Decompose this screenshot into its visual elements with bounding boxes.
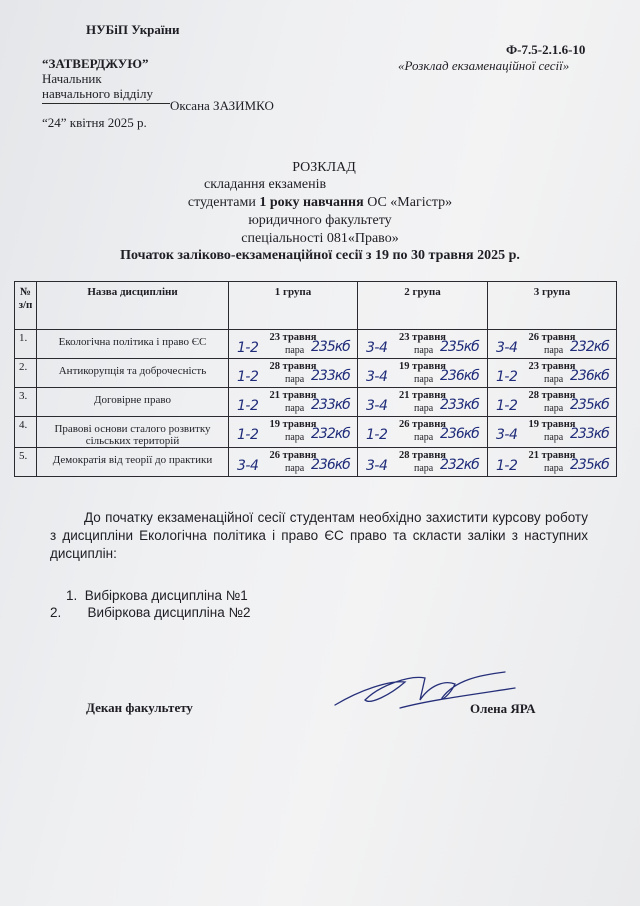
room-number: 233кб: [311, 397, 350, 413]
exam-date: 19 травня: [269, 419, 317, 430]
group-cell-g3: [488, 359, 617, 388]
title-line4: спеціальності 081«Право»: [241, 231, 399, 246]
pair-label: пара: [285, 403, 305, 414]
pair-number: 3-4: [237, 458, 259, 474]
pair-label: пара: [285, 432, 305, 443]
pair-label: пара: [414, 403, 434, 414]
elective-name: Вибіркова дисципліна №2: [87, 605, 251, 620]
pair-label: пара: [414, 432, 434, 443]
dean-label: Декан факультету: [86, 700, 193, 715]
exam-date: 23 травня: [399, 332, 446, 343]
room-number: 232кб: [311, 426, 350, 442]
table-header-row: [15, 282, 617, 330]
room-number: 235кб: [440, 339, 479, 355]
group-cell-g3: [488, 330, 617, 359]
approval-signature-line: [42, 103, 170, 104]
exam-schedule-table: [14, 281, 617, 477]
header-group3: 3 група: [488, 282, 617, 330]
group-cell-g3: [488, 417, 617, 448]
form-name: «Розклад екзаменаційної сесії»: [398, 58, 570, 73]
room-number: 235кб: [570, 397, 609, 413]
row-num: 3.: [15, 388, 37, 417]
row-discipline: Екологічна політика і право ЄС: [37, 330, 229, 359]
pair-label: пара: [414, 463, 434, 474]
row-discipline: Демократія від теорії до практики: [37, 448, 229, 477]
pair-label: пара: [285, 374, 305, 385]
pair-label: пара: [544, 345, 564, 356]
exam-date: 26 травня: [269, 450, 317, 461]
exam-date: 28 травня: [399, 450, 446, 461]
approver-position-line1: Начальник: [42, 71, 102, 86]
header-group1: 1 група: [229, 282, 358, 330]
table-row: [15, 330, 617, 359]
approve-date: “24” квітня 2025 р.: [42, 115, 147, 130]
exam-date: 19 травня: [528, 419, 576, 430]
pair-number: 1-2: [496, 458, 518, 474]
pair-number: 1-2: [366, 427, 388, 443]
row-discipline: Правові основи сталого розвитку сільських територій: [37, 417, 229, 448]
group-cell-g2: [358, 359, 488, 388]
elective-num: 1.: [66, 588, 78, 603]
table-row: [15, 417, 617, 448]
pair-label: пара: [285, 463, 305, 474]
group-cell-g2: [358, 330, 488, 359]
exam-date: 28 травня: [528, 390, 576, 401]
row-num: 5.: [15, 448, 37, 477]
title-line2-pre: студентами: [187, 195, 256, 210]
row-num: 2.: [15, 359, 37, 388]
group-cell-g3: [488, 448, 617, 477]
row-num: 4.: [15, 417, 37, 448]
title-line2-bold: 1 року навчання: [259, 195, 364, 210]
title-line2-post: ОС «Магістр»: [367, 195, 453, 210]
elective-num: 2.: [50, 605, 62, 620]
group-cell-g2: [358, 417, 488, 448]
approver-position-line2: навчального відділу: [42, 86, 154, 101]
table-row: [15, 359, 617, 388]
university-name: НУБіП України: [86, 22, 180, 37]
exam-date: 26 травня: [399, 419, 446, 430]
title-line1: складання екзаменів: [204, 177, 327, 192]
title-line2: [0, 195, 640, 211]
session-dates: Початок заліково-екзаменаційної сесії з 19 по 30 травня 2025 р.: [120, 248, 520, 263]
exam-date: 23 травня: [528, 361, 576, 372]
room-number: 236кб: [570, 368, 609, 384]
pair-label: пара: [544, 374, 564, 385]
coursework-note: До початку екзаменаційної сесії студентам необхідно захистити курсову роботу з дисципліни Екологічна політика і право ЄС право та скласти заліки з наступних дисциплін:: [50, 510, 588, 561]
group-cell-g1: [229, 330, 358, 359]
room-number: 233кб: [311, 368, 350, 384]
group-cell-g1: [229, 417, 358, 448]
pair-label: пара: [544, 463, 564, 474]
room-number: 235кб: [570, 457, 609, 473]
exam-date: 21 травня: [269, 390, 317, 401]
room-number: 232кб: [440, 457, 479, 473]
room-number: 232кб: [570, 339, 609, 355]
exam-date: 19 травня: [399, 361, 446, 372]
pair-label: пара: [544, 432, 564, 443]
pair-number: 1-2: [237, 398, 259, 414]
room-number: 236кб: [311, 457, 350, 473]
group-cell-g3: [488, 388, 617, 417]
approve-label: “ЗАТВЕРДЖУЮ”: [42, 56, 149, 71]
table-row: [15, 388, 617, 417]
pair-number: 1-2: [237, 369, 259, 385]
approver-name: Оксана ЗАЗИМКО: [170, 98, 274, 113]
pair-number: 3-4: [496, 427, 518, 443]
exam-date: 21 травня: [399, 390, 446, 401]
dean-name: Олена ЯРА: [470, 701, 536, 716]
group-cell-g1: [229, 359, 358, 388]
group-cell-g2: [358, 388, 488, 417]
title-word: РОЗКЛАД: [292, 160, 356, 175]
exam-date: 28 травня: [269, 361, 317, 372]
elective-item-1: [66, 588, 248, 603]
pair-number: 3-4: [366, 458, 388, 474]
elective-name: Вибіркова дисципліна №1: [84, 588, 248, 603]
row-discipline: Договірне право: [37, 388, 229, 417]
pair-label: пара: [414, 374, 434, 385]
room-number: 233кб: [570, 426, 609, 442]
pair-number: 1-2: [237, 427, 259, 443]
table-row: [15, 448, 617, 477]
pair-label: пара: [285, 345, 305, 356]
pair-number: 1-2: [237, 340, 259, 356]
pair-number: 3-4: [496, 340, 518, 356]
form-code: Ф-7.5-2.1.6-10: [506, 42, 586, 57]
group-cell-g1: [229, 448, 358, 477]
group-cell-g1: [229, 388, 358, 417]
exam-date: 21 травня: [528, 450, 576, 461]
header-discipline: Назва дисципліни: [37, 282, 229, 330]
row-num: 1.: [15, 330, 37, 359]
exam-date: 26 травня: [528, 332, 576, 343]
room-number: 236кб: [440, 368, 479, 384]
room-number: 235кб: [311, 339, 350, 355]
pair-label: пара: [544, 403, 564, 414]
room-number: 233кб: [440, 397, 479, 413]
pair-number: 3-4: [366, 369, 388, 385]
exam-date: 23 травня: [269, 332, 317, 343]
pair-number: 3-4: [366, 398, 388, 414]
pair-label: пара: [414, 345, 434, 356]
row-discipline: Антикорупція та доброчесність: [37, 359, 229, 388]
pair-number: 1-2: [496, 369, 518, 385]
header-group2: 2 група: [358, 282, 488, 330]
pair-number: 3-4: [366, 340, 388, 356]
elective-item-2: [50, 605, 251, 620]
pair-number: 1-2: [496, 398, 518, 414]
title-line3: юридичного факультету: [248, 213, 392, 228]
header-num: № з/п: [15, 282, 37, 330]
room-number: 236кб: [440, 426, 479, 442]
group-cell-g2: [358, 448, 488, 477]
